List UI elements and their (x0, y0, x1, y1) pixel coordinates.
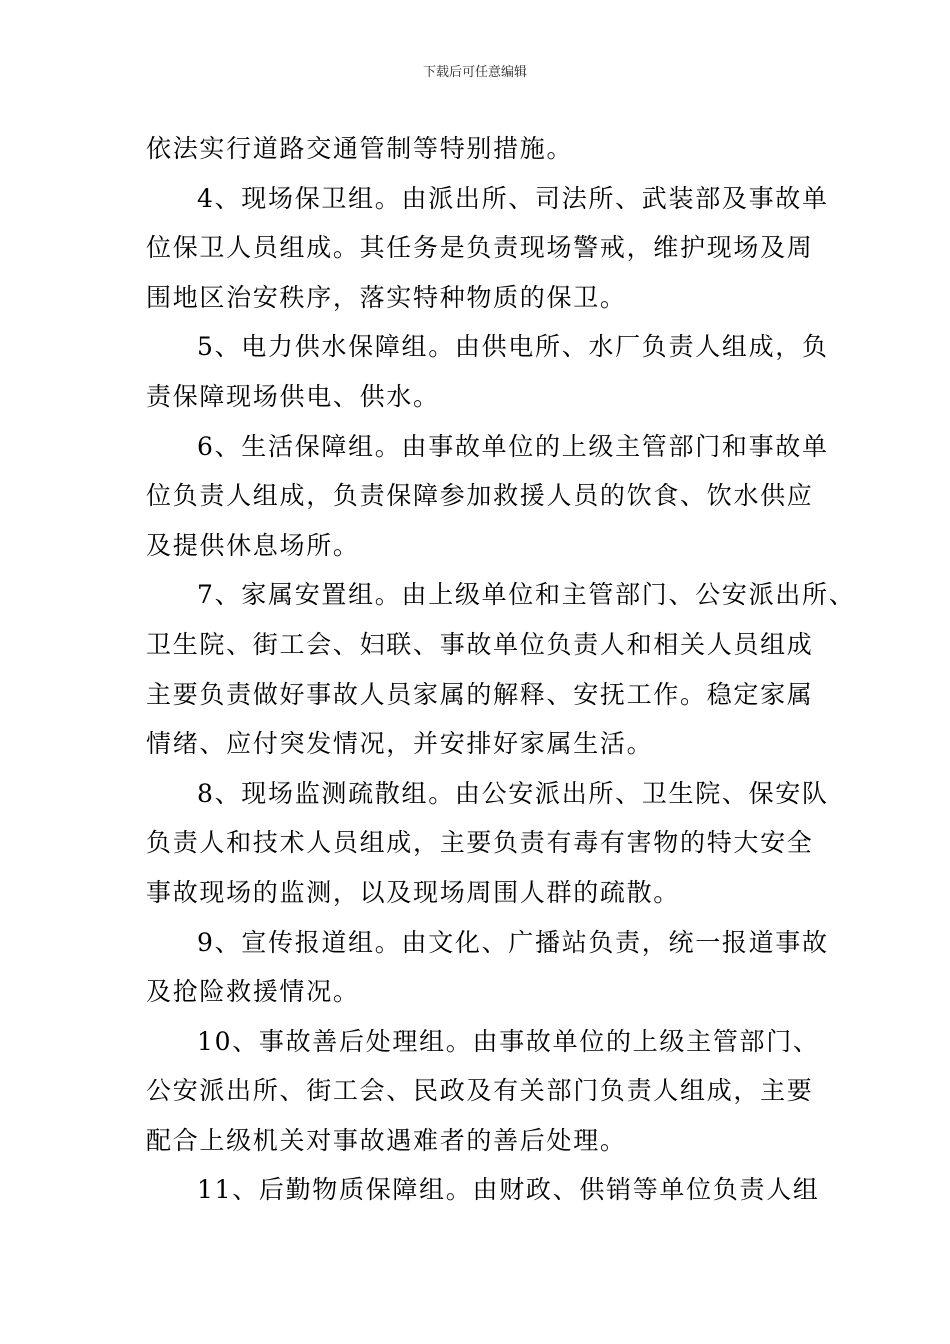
paragraph-start-line: 5、电力供水保障组。由供电所、水厂负责人组成，负 (197, 332, 829, 362)
paragraph-start-line: 6、生活保障组。由事故单位的上级主管部门和事故单 (197, 431, 829, 461)
text-line: 公安派出所、街工会、民政及有关部门负责人组成，主要 (146, 1076, 814, 1106)
text-line: 情绪、应付突发情况，并安排好家属生活。 (146, 729, 654, 759)
text-line: 位保卫人员组成。其任务是负责现场警戒，维护现场及周 (146, 233, 814, 263)
document-body (146, 124, 856, 1215)
text-line: 及抢险救援情况。 (146, 977, 360, 1007)
text-line: 责保障现场供电、供水。 (146, 381, 440, 411)
text-line: 依法实行道路交通管制等特别措施。 (146, 134, 574, 163)
paragraph-start-line: 7、家属安置组。由上级单位和主管部门、公安派出所、 (197, 580, 856, 610)
paragraph-start-line: 11、后勤物质保障组。由财政、供销等单位负责人组 (197, 1175, 820, 1205)
paragraph-start-line: 4、现场保卫组。由派出所、司法所、武装部及事故单 (197, 183, 829, 213)
text-line: 事故现场的监测，以及现场周围人群的疏散。 (146, 877, 681, 907)
text-line: 位负责人组成，负责保障参加救援人员的饮食、饮水供应 (146, 481, 814, 511)
text-line: 及提供休息场所。 (146, 530, 360, 560)
paragraph-start-line: 9、宣传报道组。由文化、广播站负责，统一报道事故 (197, 927, 829, 957)
text-line: 卫生院、街工会、妇联、事故单位负责人和相关人员组成 (146, 629, 814, 659)
paragraph-start-line: 8、现场监测疏散组。由公安派出所、卫生院、保安队 (197, 778, 829, 808)
paragraph-start-line: 10、事故善后处理组。由事故单位的上级主管部门、 (197, 1026, 820, 1056)
text-line: 负责人和技术人员组成，主要负责有毒有害物的特大安全 (146, 828, 814, 858)
text-line: 配合上级机关对事故遇难者的善后处理。 (146, 1125, 627, 1155)
text-line: 围地区治安秩序，落实特种物质的保卫。 (146, 282, 627, 312)
page-header-note: 下载后可任意编辑 (422, 65, 527, 80)
text-line: 主要负责做好事故人员家属的解释、安抚工作。稳定家属 (146, 679, 814, 709)
